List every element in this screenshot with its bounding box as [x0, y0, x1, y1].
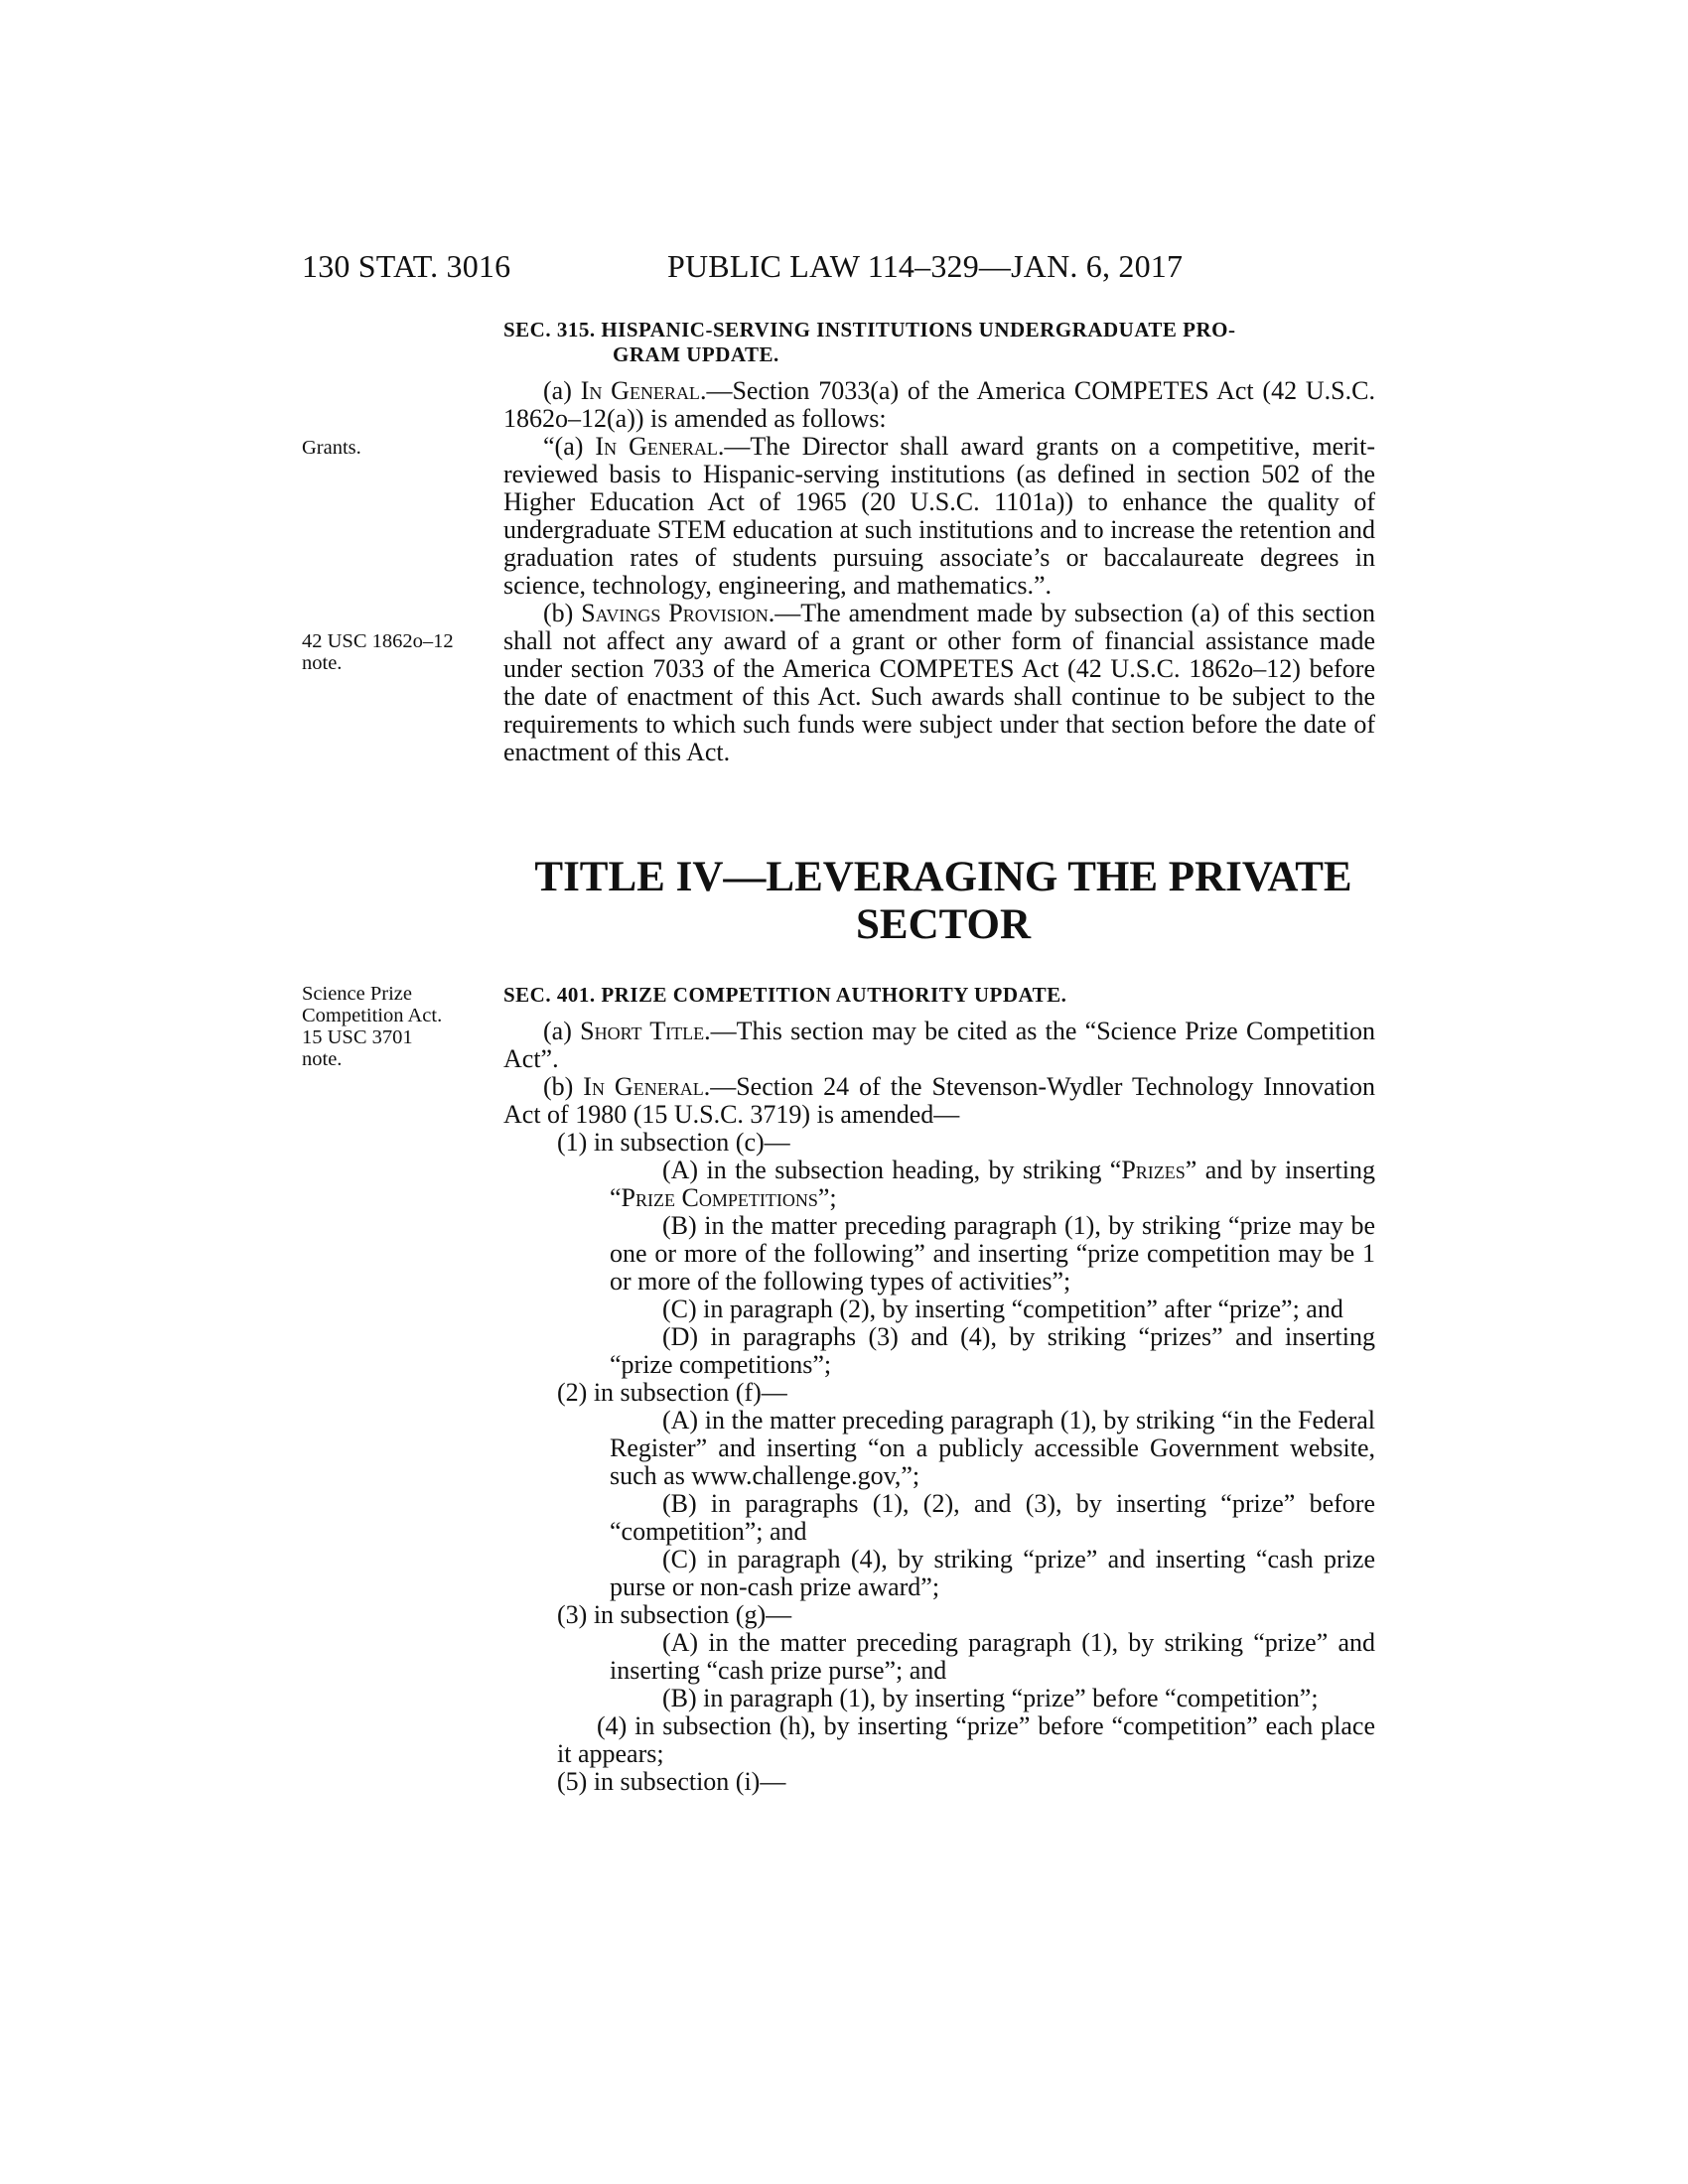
paragraph-1-c: (C) in paragraph (2), by inserting “competition” after “prize”; and: [662, 1295, 1343, 1323]
paragraph-1: (1) in subsection (c)—: [557, 1128, 790, 1157]
paragraph-3-a: (A) in the matter preceding paragraph (1), by striking “prize” and inserting “cash prize purse”; and: [610, 1628, 1375, 1685]
paragraph-4: (4) in subsection (h), by inserting “prize” before “competition” each place it appears;: [557, 1711, 1375, 1768]
section-401-subsection-a: (a) Short Title.—This section may be cited as the “Science Prize Competition Act”.: [503, 1017, 1375, 1073]
paragraph-1-d: (D) in paragraphs (3) and (4), by striking “prizes” and inserting “prize competitions”;: [610, 1322, 1375, 1379]
running-header: PUBLIC LAW 114–329—JAN. 6, 2017: [667, 248, 1184, 284]
section-401: [503, 983, 1375, 1796]
section-401-heading: SEC. 401. PRIZE COMPETITION AUTHORITY UPDATE.: [503, 983, 1067, 1007]
section-315-subsection-a: (a) In General.—Section 7033(a) of the America COMPETES Act (42 U.S.C. 1862o–12(a)) is amended as follows:: [503, 376, 1375, 433]
section-401-subsection-b: (b) In General.—Section 24 of the Stevenson-Wydler Technology Innovation Act of 1980 (15 U.S.C. 3719) is amended—: [503, 1072, 1375, 1129]
paragraph-2-c: (C) in paragraph (4), by striking “prize” and inserting “cash prize purse or non-cash prize award”;: [610, 1545, 1375, 1601]
paragraph-5: (5) in subsection (i)—: [557, 1767, 786, 1796]
paragraph-2-a: (A) in the matter preceding paragraph (1), by striking “in the Federal Register” and inserting “on a publicly accessible Government website, such as www.challenge.gov,”;: [610, 1406, 1375, 1490]
margin-note-science-prize: Science Prize Competition Act. 15 USC 3701 note.: [302, 983, 443, 1070]
paragraph-3: (3) in subsection (g)—: [557, 1600, 792, 1629]
title-iv-heading: TITLE IV—LEVERAGING THE PRIVATE SECTOR: [534, 854, 1352, 948]
margin-note-usc-1862o: 42 USC 1862o–12 note.: [302, 630, 454, 674]
paragraph-2: (2) in subsection (f)—: [557, 1378, 787, 1407]
margin-note-grants: Grants.: [302, 437, 361, 459]
paragraph-1-a: (A) in the subsection heading, by striking “Prizes” and by inserting “Prize Competitions”;: [610, 1156, 1375, 1212]
section-315: [503, 318, 1375, 766]
section-315-heading: SEC. 315. HISPANIC-SERVING INSTITUTIONS UNDERGRADUATE PRO- GRAM UPDATE.: [503, 318, 1236, 366]
section-315-quoted-text: “(a) In General.—The Director shall award grants on a competitive, merit-reviewed basis to Hispanic-serving institutions (as defined in section 502 of the Higher Education Act of 1965 (20 U.S.C. 1101a)) to enhance the quality of undergraduate STEM education at such institutions and to increase the retention and graduation rates of students pursuing associate’s or baccalaureate degrees in science, technology, engineering, and mathematics.”.: [503, 432, 1375, 600]
section-315-subsection-b: (b) Savings Provision.—The amendment made by subsection (a) of this section shall not affect any award of a grant or other form of financial assistance made under section 7033 of the America COMPETES Act (42 U.S.C. 1862o–12) before the date of enactment of this Act. Such awards shall continue to be subject to the requirements to which such funds were subject under that section before the date of enactment of this Act.: [503, 599, 1375, 766]
paragraph-2-b: (B) in paragraphs (1), (2), and (3), by inserting “prize” before “competition”; and: [610, 1489, 1375, 1546]
statute-page-number: 130 STAT. 3016: [302, 248, 511, 284]
paragraph-1-b: (B) in the matter preceding paragraph (1), by striking “prize may be one or more of the following” and inserting “prize competition may be 1 or more of the following types of activities”;: [610, 1211, 1375, 1296]
paragraph-3-b: (B) in paragraph (1), by inserting “prize” before “competition”;: [662, 1684, 1319, 1712]
